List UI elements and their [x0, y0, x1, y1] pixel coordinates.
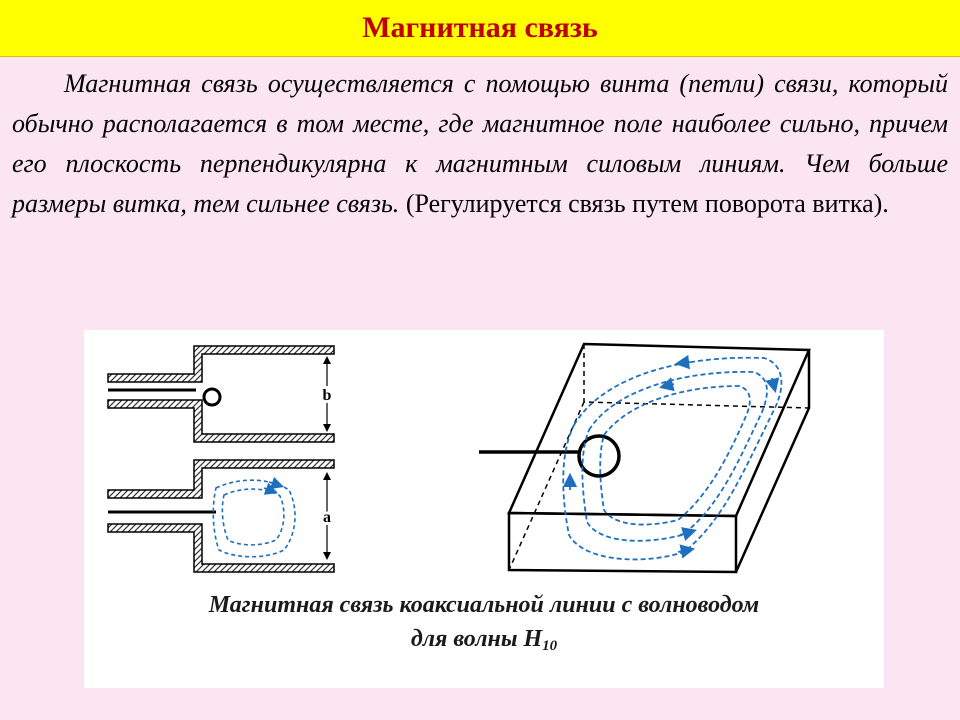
magnetic-field-lines [563, 358, 781, 560]
caption-line-2-text: для волны H [410, 626, 543, 652]
dimension-b-label: b [322, 387, 332, 404]
slide-title: Магнитная связь [362, 11, 598, 44]
waveguide-side-view-top [108, 346, 334, 442]
paragraph-italic-text: Магнитная связь осуществляется с помощью винта (петли) связи, который обычно располагается в том месте, где магнитное поле наиболее сильно, причем его плоскость перпендикулярна к магнитным силовым линиям. Чем больше размеры витка, тем сильнее связь. [12, 69, 948, 218]
body-paragraph [12, 64, 948, 224]
hidden-edges [509, 344, 809, 570]
coupling-loop-3d [579, 436, 619, 476]
dimension-a-label: a [323, 509, 331, 526]
caption-line-2 [84, 622, 884, 663]
coupling-loop-top [204, 389, 220, 405]
figure-panel [84, 330, 884, 688]
caption-subscript: 10 [542, 638, 558, 654]
title-bar [0, 0, 960, 57]
waveguide-side-view-bottom [108, 460, 334, 572]
caption-line-1: Магнитная связь коаксиальной линии с волноводом [208, 592, 760, 618]
paragraph-normal-text: (Регулируется связь путем поворота витка). [399, 189, 889, 218]
figure-caption [84, 588, 884, 663]
